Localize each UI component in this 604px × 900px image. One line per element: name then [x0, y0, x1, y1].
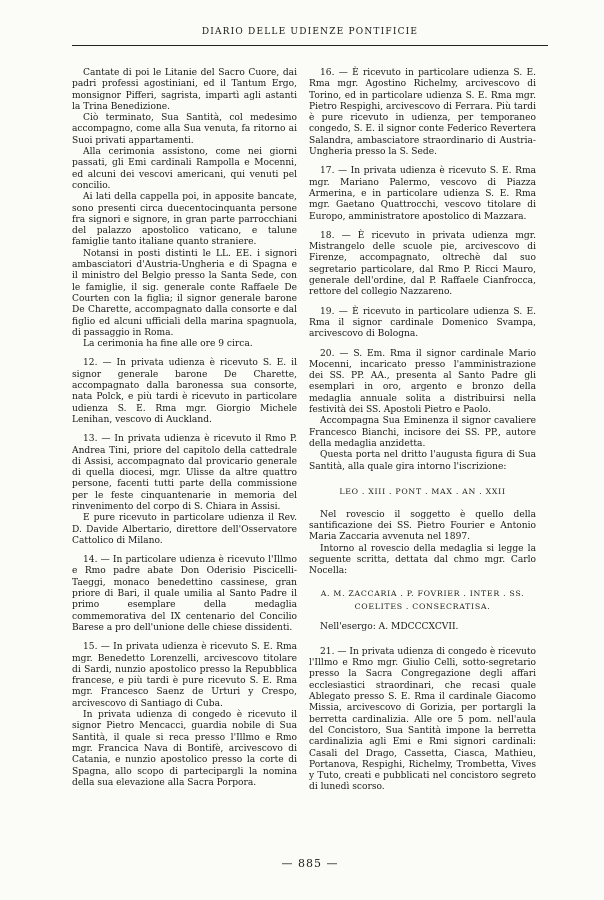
- paragraph: In privata udienza di congedo è ricevuto il signor Pietro Mencacci, guardia nobile di Sua Santità, il quale si reca presso l'Illmo e Rmo mgr. Francica Nava di Bontifè, arcivescovo di Catania, e nunzio apostolico presso la corte di Spagna, allo scopo di partecipargli la nomina della sua elevazione alla Sacra Porpora.: [72, 710, 297, 788]
- paragraph: Notansi in posti distinti le LL. EE. i signori ambasciatori d'Austria-Ungheria e di Spagna e il ministro del Belgio presso la Santa Sede, con le famiglie, il sig. generale conte Raffaele De Courten con la figlia; il signor generale barone De Charette, accompagnato dalla consorte e dal figlio ed alcuni ufficiali della marina spagnuola, di passaggio in Roma.: [72, 248, 297, 338]
- medal-reverse-inscription: A. M. ZACCARIA . P. FOVRIER . INTER . SS. COELITES . CONSECRATISA.: [320, 588, 525, 611]
- entry-21: 21. — In privata udienza di congedo è ricevuto l'Illmo e Rmo mgr. Giulio Celli, sotto-segretario presso la Sacra Congregazione degli affari ecclesiastici straordinari, che recasi quale Ablegato presso S. E. Rma il cardinale Giacomo Missia, arcivescovo di Gorizia, per portargli la berretta cardinalizia. Alle ore 5 pom. nell'aula del Concistoro, Sua Santità impone la berretta cardinalizia agli Emi e Rmi signori cardinali: Casali del Drago, Cassetta, Ciasca, Mathieu, Portanova, Respighi, Richelmy, Trombetta, Vives y Tuto, creati e pubblicati nel concistoro segreto di lunedì scorso.: [309, 646, 536, 793]
- exergue-line: Nell'esergo: A. MDCCCXCVII.: [320, 621, 459, 632]
- medal-inscription: LEO . XIII . PONT . MAX . AN . XXII: [339, 486, 506, 496]
- paragraph: Alla cerimonia assistono, come nei giorni passati, gli Emi cardinali Rampolla e Mocenni, ed alcuni dei vescovi americani, qui venuti pel concilio.: [72, 147, 297, 191]
- paragraph: Intorno al rovescio della medaglia si legge la seguente scritta, dettata dal chmo mgr. Carlo Nocella:: [309, 543, 536, 577]
- header-rule: [72, 45, 548, 46]
- left-column: [72, 68, 297, 789]
- entry-18: 18. — È ricevuto in privata udienza mgr. Mistrangelo delle scuole pie, arcivescovo di Firenze, accompagnato, oltrechè dal suo segretario particolare, dal Rmo P. Ricci Mauro, generale dell'ordine, dal P. Raffaele Cianfrocca, rettore del collegio Nazzareno.: [309, 230, 536, 298]
- entry-17: 17. — In privata udienza è ricevuto S. E. Rma mgr. Mariano Palermo, vescovo di Piazza Armerina, e in particolare udienza S. E. Rma mgr. Gaetano Quattrocchi, vescovo titolare di Europo, amministratore apostolico di Mazzara.: [309, 166, 536, 222]
- paragraph: La cerimonia ha fine alle ore 9 circa.: [83, 339, 253, 350]
- entry-12: 12. — In privata udienza è ricevuto S. E. il signor generale barone De Charette, accompagnato dalla baronessa sua consorte, nata Polck, e più tardi è ricevuto in particolare udienza S. E. Rma mgr. Giorgio Michele Lenihan, vescovo di Auckland.: [72, 358, 297, 425]
- entry-19: 19. — È ricevuto in particolare udienza S. E. Rma il signor cardinale Domenico Svampa, arcivescovo di Bologna.: [309, 306, 536, 340]
- paragraph: Accompagna Sua Eminenza il signor cavaliere Francesco Bianchi, incisore dei SS. PP., autore della medaglia anzidetta.: [309, 416, 536, 449]
- entry-16: 16. — È ricevuto in particolare udienza S. E. Rma mgr. Agostino Richelmy, arcivescovo di Torino, ed in particolare udienza S. E. Rma mgr. Pietro Respighi, arcivescovo di Ferrara. Più tardi è pure ricevuto in udienza, per temporaneo congedo, S. E. il signor conte Federico Revertera Salandra, ambasciatore straordinario di Austria-Ungheria presso la S. Sede.: [309, 68, 536, 158]
- paragraph: E pure ricevuto in particolare udienza il Rev. D. Davide Albertario, direttore dell'Osservatore Cattolico di Milano.: [72, 513, 297, 546]
- paragraph: Ai lati della cappella poi, in apposite bancate, sono presenti circa duecentocinquanta persone fra signori e signore, in gran parte parrocchiani del palazzo apostolico vaticano, e talune famiglie tanto italiane quanto straniere.: [72, 192, 297, 248]
- paragraph: Questa porta nel dritto l'augusta figura di Sua Santità, alla quale gira intorno l'iscrizione:: [309, 450, 536, 472]
- entry-15: 15. — In privata udienza è ricevuto S. E. Rma mgr. Benedetto Lorenzelli, arcivescovo titolare di Sardi, nunzio apostolico presso la Repubblica francese, e più tardi è pure ricevuto S. E. Rma mgr. Francesco Saenz de Urturi y Crespo, arcivescovo di Santiago di Cuba.: [72, 642, 297, 709]
- paragraph: Ciò terminato, Sua Santità, col medesimo accompagno, come alla Sua venuta, fa ritorno ai Suoi privati appartamenti.: [72, 113, 297, 146]
- right-column: [309, 68, 536, 794]
- entry-14: 14. — In particolare udienza è ricevuto l'Illmo e Rmo padre abate Don Oderisio Piscicelli-Taeggi, monaco benedettino cassinese, gran priore di Bari, il quale umilia al Santo Padre il primo esemplare della medaglia commemorativa del IX centenario del Concilio Barese a pro dell'unione delle chiese dissidenti.: [72, 555, 297, 633]
- entry-13: 13. — In privata udienza è ricevuto il Rmo P. Andrea Tini, priore del capitolo della cattedrale di Assisi, accompagnato dal provicario generale di quella diocesi, mgr. Ulisse da altre quattro persone, facenti tutti parte della commissione per le feste cinquantenarie in memoria del rinvenimento del corpo di S. Chiara in Assisi.: [72, 434, 297, 512]
- page-number: — 885 —: [281, 857, 339, 870]
- entry-20: 20. — S. Em. Rma il signor cardinale Mario Mocenni, incaricato presso l'amministrazione dei SS. PP. AA., presenta al Santo Padre gli esemplari in oro, argento e bronzo della medaglia annuale solita a distribuirsi nella festività dei SS. Apostoli Pietro e Paolo.: [309, 348, 536, 416]
- paragraph: Nel rovescio il soggetto è quello della santificazione dei SS. Pietro Fourier e Antonio Maria Zaccaria avvenuta nel 1897.: [309, 509, 536, 543]
- running-header: DIARIO DELLE UDIENZE PONTIFICIE: [201, 27, 419, 37]
- paragraph: Cantate di poi le Litanie del Sacro Cuore, dai padri professi agostiniani, ed il Tantum Ergo, monsignor Pifferi, sagrista, impartì agli astanti la Trina Benedizione.: [72, 68, 297, 112]
